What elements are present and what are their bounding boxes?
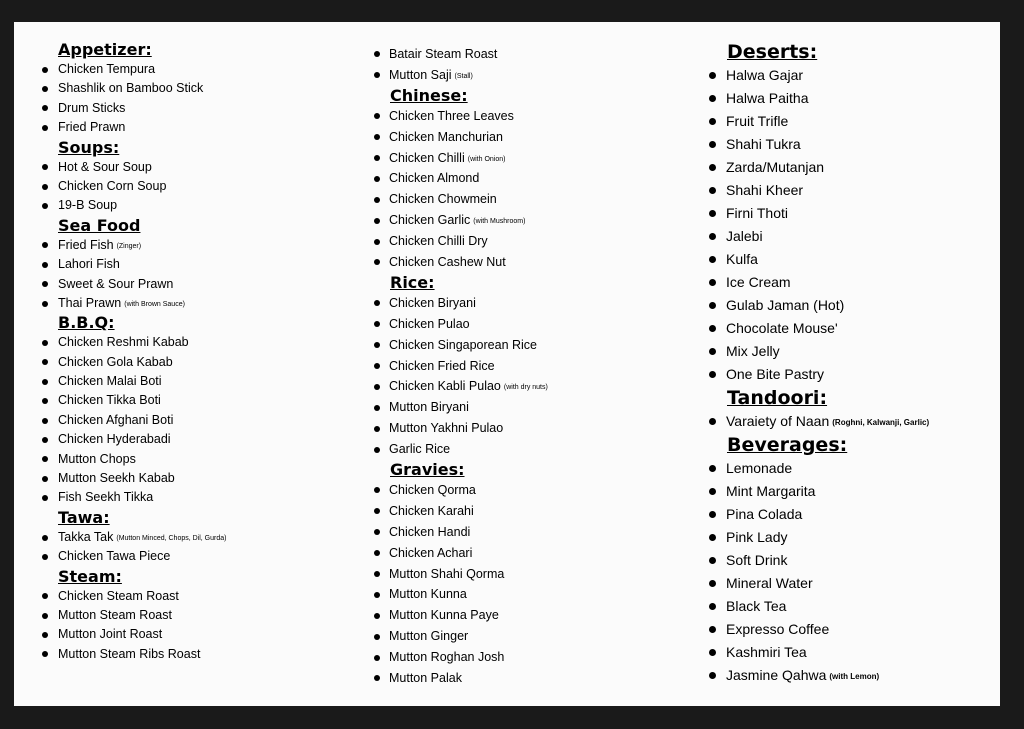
menu-item bbox=[42, 158, 352, 177]
menu-item bbox=[374, 397, 694, 418]
menu-item-name: Mix Jelly bbox=[726, 343, 780, 359]
menu-item bbox=[42, 430, 352, 449]
menu-item-name: Kulfa bbox=[726, 251, 758, 267]
menu-item-note: (Mutton Minced, Chops, Dil, Gurda) bbox=[116, 534, 227, 542]
section-list-deserts bbox=[709, 64, 999, 386]
menu-item-name: Mutton Yakhni Pulao bbox=[389, 421, 504, 436]
menu-item bbox=[42, 450, 352, 469]
menu-item bbox=[374, 668, 694, 689]
menu-item bbox=[42, 353, 352, 372]
menu-item bbox=[709, 340, 999, 363]
section-heading-bbq: B.B.Q: bbox=[58, 313, 115, 333]
menu-item bbox=[374, 127, 694, 148]
menu-item-name: Lemonade bbox=[726, 460, 793, 476]
menu-item bbox=[709, 248, 999, 271]
menu-item bbox=[42, 488, 352, 507]
menu-item bbox=[374, 584, 694, 605]
menu-item-name: Pina Colada bbox=[726, 506, 803, 522]
menu-item-name: Soft Drink bbox=[726, 552, 788, 568]
menu-item-name: One Bite Pastry bbox=[726, 366, 825, 382]
menu-item bbox=[709, 179, 999, 202]
menu-item-name: Chicken Pulao bbox=[389, 316, 470, 331]
menu-item-name: Jalebi bbox=[726, 228, 763, 244]
menu-item bbox=[709, 410, 999, 433]
menu-item-name: Chicken Three Leaves bbox=[389, 108, 514, 123]
menu-item-name: Chicken Cashew Nut bbox=[389, 255, 506, 270]
menu-sheet bbox=[14, 22, 1000, 706]
menu-item-name: Chicken Afghani Boti bbox=[58, 412, 174, 427]
menu-item bbox=[42, 333, 352, 352]
menu-item-name: Mutton Joint Roast bbox=[58, 627, 163, 642]
menu-item bbox=[42, 372, 352, 391]
menu-item-name: Thai Prawn bbox=[58, 295, 122, 310]
menu-item bbox=[709, 317, 999, 340]
menu-item bbox=[42, 255, 352, 274]
section-heading-tandoori: Tandoori: bbox=[727, 387, 828, 409]
menu-item-name: Chicken Corn Soup bbox=[58, 178, 167, 193]
menu-item-name: Halwa Gajar bbox=[726, 67, 804, 83]
menu-item bbox=[42, 79, 352, 98]
section-heading-rice: Rice: bbox=[390, 272, 435, 292]
menu-item-note: (Roghni, Kalwanji, Garlic) bbox=[832, 418, 930, 427]
menu-item bbox=[374, 252, 694, 273]
menu-item-note: (with Onion) bbox=[467, 155, 506, 163]
menu-item bbox=[374, 356, 694, 377]
menu-item-name: Gulab Jaman (Hot) bbox=[726, 297, 845, 313]
menu-item-name: Mint Margarita bbox=[726, 483, 816, 499]
menu-item-name: Chicken Malai Boti bbox=[58, 374, 162, 389]
menu-item-name: Mutton Roghan Josh bbox=[389, 650, 505, 665]
menu-item bbox=[374, 376, 694, 397]
menu-item-name: Mineral Water bbox=[726, 575, 813, 591]
menu-item bbox=[374, 148, 694, 169]
menu-item-name: Halwa Paitha bbox=[726, 90, 809, 106]
menu-item bbox=[374, 543, 694, 564]
menu-item bbox=[42, 275, 352, 294]
menu-item bbox=[374, 44, 694, 65]
menu-item-name: Chicken Steam Roast bbox=[58, 588, 179, 603]
menu-item-name: Fried Fish bbox=[58, 237, 114, 252]
menu-item-name: Varaiety of Naan bbox=[726, 413, 830, 429]
menu-item bbox=[42, 177, 352, 196]
menu-item-name: Mutton Biryani bbox=[389, 400, 469, 415]
section-list-seafood bbox=[42, 236, 352, 314]
menu-item-name: Jasmine Qahwa bbox=[726, 667, 827, 683]
menu-item bbox=[42, 606, 352, 625]
menu-item bbox=[374, 626, 694, 647]
menu-item-name: Firni Thoti bbox=[726, 205, 788, 221]
menu-column-2 bbox=[374, 44, 694, 689]
menu-item-name: Mutton Steam Ribs Roast bbox=[58, 646, 201, 661]
menu-item-name: Chicken Biryani bbox=[389, 295, 476, 310]
menu-item-name: Mutton Shahi Qorma bbox=[389, 566, 505, 581]
section-list-tandoori bbox=[709, 410, 999, 433]
menu-item bbox=[42, 645, 352, 664]
menu-item-name: Mutton Palak bbox=[389, 671, 462, 686]
menu-item bbox=[374, 605, 694, 626]
menu-item-name: Chicken Handi bbox=[389, 524, 471, 539]
menu-item bbox=[709, 572, 999, 595]
section-heading-tawa: Tawa: bbox=[58, 507, 110, 527]
menu-item bbox=[374, 293, 694, 314]
menu-item-name: Fried Prawn bbox=[58, 120, 126, 135]
section-list-gravies bbox=[374, 480, 694, 689]
menu-item bbox=[374, 480, 694, 501]
menu-item bbox=[709, 503, 999, 526]
section-list-appetizer bbox=[42, 60, 352, 138]
menu-item-name: Mutton Chops bbox=[58, 451, 136, 466]
menu-item-name: Chicken Reshmi Kabab bbox=[58, 335, 189, 350]
menu-item-note: (Stall) bbox=[454, 72, 473, 80]
menu-item bbox=[374, 314, 694, 335]
menu-item-name: Zarda/Mutanjan bbox=[726, 159, 825, 175]
section-list-bbq bbox=[42, 333, 352, 508]
menu-item-name: Sweet & Sour Prawn bbox=[58, 276, 174, 291]
menu-item bbox=[42, 118, 352, 137]
menu-item bbox=[709, 271, 999, 294]
section-list-soups bbox=[42, 158, 352, 216]
menu-item-name: Mutton Saji bbox=[389, 67, 452, 82]
menu-item bbox=[42, 469, 352, 488]
menu-item-name: Chicken Karahi bbox=[389, 503, 474, 518]
menu-item-note: (with Mushroom) bbox=[473, 218, 526, 226]
menu-item-note: (with Brown Sauce) bbox=[124, 300, 185, 308]
menu-item bbox=[42, 411, 352, 430]
menu-item-name: Chicken Chowmein bbox=[389, 192, 497, 207]
menu-item bbox=[709, 526, 999, 549]
menu-item-name: Hot & Sour Soup bbox=[58, 159, 152, 174]
menu-item-name: Mutton Ginger bbox=[389, 629, 469, 644]
menu-item bbox=[42, 625, 352, 644]
menu-item-name: Chicken Chilli Dry bbox=[389, 234, 488, 249]
menu-item bbox=[709, 156, 999, 179]
section-list-rice bbox=[374, 293, 694, 460]
menu-item bbox=[709, 294, 999, 317]
menu-item-name: Chicken Tikka Boti bbox=[58, 393, 161, 408]
menu-item-name: Drum Sticks bbox=[58, 100, 126, 115]
menu-item-name: Shahi Kheer bbox=[726, 182, 804, 198]
menu-item bbox=[374, 168, 694, 189]
menu-item bbox=[42, 196, 352, 215]
menu-item bbox=[709, 110, 999, 133]
menu-item bbox=[709, 549, 999, 572]
menu-item-note: (with dry nuts) bbox=[503, 384, 548, 392]
menu-item-name: Mutton Steam Roast bbox=[58, 607, 172, 622]
menu-item bbox=[709, 480, 999, 503]
menu-item-name: Mutton Seekh Kabab bbox=[58, 471, 175, 486]
menu-item-note: (with Lemon) bbox=[829, 672, 880, 681]
menu-item bbox=[42, 236, 352, 255]
menu-item bbox=[374, 522, 694, 543]
menu-item-name: Fish Seekh Tikka bbox=[58, 490, 154, 505]
menu-item-name: Chicken Tempura bbox=[58, 62, 156, 76]
menu-item-name: Chicken Hyderabadi bbox=[58, 432, 171, 447]
menu-item-name: Batair Steam Roast bbox=[389, 47, 498, 61]
menu-item bbox=[42, 294, 352, 313]
menu-item-name: Chicken Gola Kabab bbox=[58, 354, 173, 369]
menu-item-name: Mutton Kunna bbox=[389, 587, 467, 602]
menu-item bbox=[374, 65, 694, 86]
menu-item-name: Takka Tak bbox=[58, 529, 114, 544]
menu-item bbox=[374, 189, 694, 210]
menu-item bbox=[709, 225, 999, 248]
menu-item-name: Expresso Coffee bbox=[726, 621, 830, 637]
menu-item-name: Garlic Rice bbox=[389, 442, 451, 457]
menu-item bbox=[709, 641, 999, 664]
menu-item bbox=[709, 457, 999, 480]
menu-column-3 bbox=[709, 40, 999, 687]
menu-item-name: Chicken Manchurian bbox=[389, 129, 503, 144]
menu-item bbox=[42, 528, 352, 547]
menu-item bbox=[709, 618, 999, 641]
menu-item bbox=[709, 133, 999, 156]
section-list-steam-continued bbox=[374, 44, 694, 86]
menu-item-name: Kashmiri Tea bbox=[726, 644, 807, 660]
menu-item-note: (Zinger) bbox=[116, 242, 142, 250]
menu-item-name: Chicken Tawa Piece bbox=[58, 549, 171, 564]
menu-item-name: Chicken Singaporean Rice bbox=[389, 337, 538, 352]
menu-item bbox=[374, 106, 694, 127]
menu-item bbox=[42, 60, 352, 79]
menu-item-name: Mutton Kunna Paye bbox=[389, 608, 499, 623]
menu-item-name: Chicken Almond bbox=[389, 171, 480, 186]
menu-item bbox=[42, 547, 352, 566]
menu-item-name: Ice Cream bbox=[726, 274, 791, 290]
menu-item bbox=[709, 595, 999, 618]
menu-item bbox=[374, 501, 694, 522]
menu-item-name: Chicken Fried Rice bbox=[389, 358, 495, 373]
section-heading-steam: Steam: bbox=[58, 566, 122, 586]
menu-item bbox=[42, 587, 352, 606]
menu-item-name: Chicken Garlic bbox=[389, 213, 471, 228]
menu-item bbox=[374, 210, 694, 231]
menu-item-name: Fruit Trifle bbox=[726, 113, 789, 129]
section-list-chinese bbox=[374, 106, 694, 273]
menu-item bbox=[709, 664, 999, 687]
section-heading-chinese: Chinese: bbox=[390, 85, 468, 105]
menu-item-name: Shashlik on Bamboo Stick bbox=[58, 81, 204, 96]
menu-item-name: Lahori Fish bbox=[58, 257, 120, 272]
menu-item bbox=[709, 87, 999, 110]
menu-item-name: Chocolate Mouse' bbox=[726, 320, 838, 336]
section-list-tawa bbox=[42, 528, 352, 567]
section-list-beverages bbox=[709, 457, 999, 687]
section-heading-seafood: Sea Food bbox=[58, 215, 141, 235]
menu-item bbox=[709, 363, 999, 386]
section-heading-gravies: Gravies: bbox=[390, 460, 465, 480]
menu-column-1 bbox=[42, 40, 352, 664]
menu-item bbox=[374, 647, 694, 668]
section-list-steam bbox=[42, 587, 352, 665]
menu-item bbox=[374, 418, 694, 439]
menu-item-name: Chicken Achari bbox=[389, 545, 473, 560]
menu-item bbox=[709, 202, 999, 225]
menu-item-name: Chicken Kabli Pulao bbox=[389, 379, 501, 394]
section-heading-beverages: Beverages: bbox=[727, 434, 848, 456]
section-heading-deserts: Deserts: bbox=[727, 41, 818, 63]
section-heading-appetizer: Appetizer: bbox=[58, 40, 152, 59]
menu-item bbox=[374, 439, 694, 460]
menu-item bbox=[42, 99, 352, 118]
menu-item bbox=[42, 391, 352, 410]
menu-item bbox=[374, 335, 694, 356]
menu-item-name: Chicken Chilli bbox=[389, 150, 465, 165]
menu-item-name: Chicken Qorma bbox=[389, 483, 476, 498]
menu-item bbox=[374, 564, 694, 585]
menu-item-name: Black Tea bbox=[726, 598, 787, 614]
menu-item-name: Shahi Tukra bbox=[726, 136, 801, 152]
menu-item-name: 19-B Soup bbox=[58, 198, 118, 213]
section-heading-soups: Soups: bbox=[58, 137, 120, 157]
menu-item bbox=[709, 64, 999, 87]
menu-item bbox=[374, 231, 694, 252]
menu-item-name: Pink Lady bbox=[726, 529, 788, 545]
